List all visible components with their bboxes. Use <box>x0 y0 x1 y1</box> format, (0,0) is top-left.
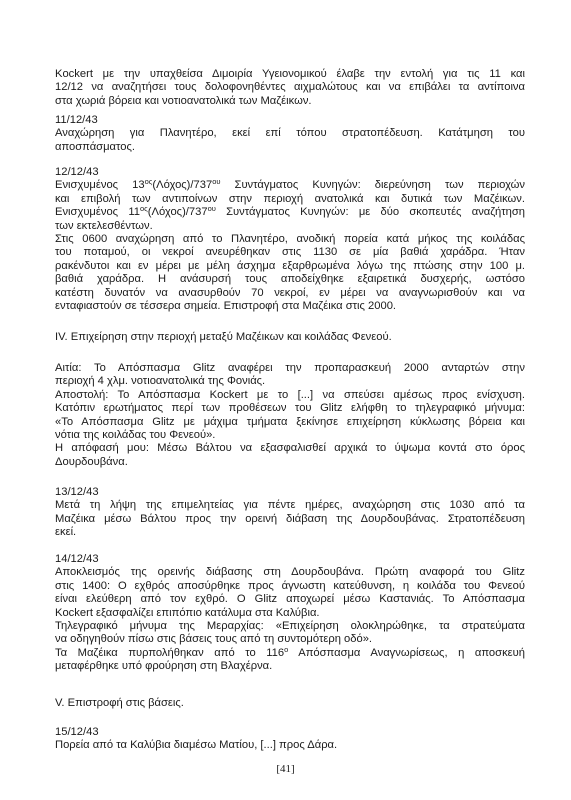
text-line: Πορεία από τα Καλύβια διαμέσω Ματίου, [...] προς Δάρα. <box>55 739 338 752</box>
entry-date: 13/12/43 <box>55 486 99 498</box>
text-line: Μετά τη λήψη της επιμελητείας για πέντε ημέρες, αναχώρηση στις 1030 από τα <box>55 499 525 512</box>
text-line: Ενισχυμένος $11^{o\varsigma}(\Lambda ό\chi o\varsigma)/737^{o\upsilon}$ Συντάγματος Κυνηγών: με δύο σκοπευτές αναζήτηση <box>55 204 525 219</box>
text-line: του ποταμού, οι νεκροί ανευρέθηκαν στις 1130 σε μία βαθιά χαράδρα. Ήταν <box>55 246 525 259</box>
text-line: στις 1400: Ο εχθρός αποσύρθηκε προς άγνωστη κατεύθυνση, η κοιλάδα του Φενεού <box>55 579 525 592</box>
text-line: Τα Μαζέικα πυρπολήθηκαν από το $116^o$ Απόσπασμα Αναγνωρίσεως, η αποσκευή <box>55 644 525 659</box>
entry-date: 11/12/43 <box>55 114 98 126</box>
entry-15-12-43 <box>55 726 525 753</box>
text-line: είναι ελεύθερη από τον εχθρό. Ο Glitz αποχωρεί μέσω Καστανιάς. Το Απόσπασμα <box>55 593 525 606</box>
text-line: ρακένδυτοι και εν μέρει με μέλη άσχημα εξαρθρωμένα λόγω της πτώσης στην 100 μ. <box>55 259 525 272</box>
text-line: Τηλεγραφικό μήνυμα της Μεραρχίας: «Επιχείρηση ολοκληρώθηκε, τα στρατεύματα <box>55 620 525 633</box>
text-line: Κατόπιν ερωτήματος περί των προθέσεων του Glitz ελήφθη το τηλεγραφικό μήνυμα: <box>55 402 525 415</box>
entry-date: 14/12/43 <box>55 553 99 565</box>
text-line: ενταφιαστούν σε τέσσερα σημεία. Επιστροφή στα Μαζέικα στις 2000. <box>55 300 397 313</box>
text-line: Δουρδουβάνα. <box>55 455 128 468</box>
text-line: Ενισχυμένος $13^{o\varsigma}(\Lambda ό\chi o\varsigma)/737^{o\upsilon}$ Συντάγματος Κυνηγών: διερεύνηση των περιοχών <box>55 177 525 192</box>
text-line: Η απόφασή μου: Μέσω Βάλτου να εξασφαλισθεί αρχικά το ύψωμα κοντά στο όρος <box>55 442 525 455</box>
text-line: 12/12 να αναζητήσει τους δολοφονηθέντες αιχμαλώτους και να επιβάλει τα αντίποινα <box>55 81 525 94</box>
text-line: Kockert με την υπαχθείσα Διμοιρία Υγειονομικού έλαβε την εντολή για τις 11 και <box>55 68 525 80</box>
section-heading: IV. Επιχείρηση στην περιοχή μεταξύ Μαζέικων και κοιλάδας Φενεού. <box>55 331 392 343</box>
text-line: περιοχή 4 χλμ. νοτιοανατολικά της Φονιάς. <box>55 375 266 388</box>
section-heading-iv <box>55 331 525 344</box>
entry-14-12-43 <box>55 553 525 674</box>
text-line: Αποστολή: Το Απόσπασμα Kockert με το [...] να σπεύσει αμέσως προς ενίσχυση. <box>55 388 525 401</box>
section-heading-v <box>55 697 525 710</box>
text-line: «Το Απόσπασμα Glitz με μάχιμα τμήματα ξεκίνησε επιχείρηση κύκλωσης βόρεια και <box>55 415 525 428</box>
text-line: αποσπάσματος. <box>55 140 135 153</box>
text-line: και επιβολή των αντιποίνων στην περιοχή ανατολικά και δυτικά των Μαζέικων. <box>55 192 525 205</box>
text-line: Μαζέικα μέσω Βάλτου προς την ορεινή διάβαση της Δουρδουβάνας. Στρατοπέδευση <box>55 512 525 525</box>
text-line: να οδηγηθούν πίσω στις βάσεις τους από τη συντομότερη οδό». <box>55 633 373 646</box>
text-line: κατέστη δυνατόν να ανασυρθούν 70 νεκροί, εν μέρει να αναγνωρισθούν και να <box>55 286 525 299</box>
text-line: Στις 0600 αναχώρηση από το Πλανητέρο, ανοδική πορεία κατά μήκος της κοιλάδας <box>55 233 525 246</box>
text-line: Kockert εξασφαλίζει επιπόπιο κατάλυμα στα Καλύβια. <box>55 606 320 619</box>
section-heading: V. Επιστροφή στις βάσεις. <box>55 697 184 709</box>
text-line: στα χωριά βόρεια και νοτιοανατολικά των Μαζέικων. <box>55 94 312 107</box>
entry-date: 12/12/43 <box>55 166 99 178</box>
entry-date: 15/12/43 <box>55 726 99 738</box>
text-line: Αιτία: Το Απόσπασμα Glitz αναφέρει την προπαρασκευή 2000 ανταρτών στην <box>55 362 525 374</box>
text-line: βαθιά χαράδρα. Η ανάσυρσή τους αποδείχθηκε εξαιρετικά δυσχερής, ωστόσο <box>55 273 525 286</box>
operation-paragraph <box>55 362 525 469</box>
entry-12-12-43 <box>55 166 525 313</box>
text-line: νότια της κοιλάδας του Φενεού». <box>55 429 216 442</box>
text-line: μεταφέρθηκε υπό φρούρηση στη Βλαχέρνα. <box>55 660 273 673</box>
text-line: εκεί. <box>55 526 77 539</box>
intro-paragraph <box>55 68 525 108</box>
text-line: των εκτελεσθέντων. <box>55 219 153 232</box>
entry-11-12-43 <box>55 114 525 154</box>
text-line: Αναχώρηση για Πλανητέρο, εκεί επί τόπου στρατοπέδευση. Κατάτμηση του <box>55 127 525 140</box>
page-number: [41] <box>276 763 295 775</box>
text-line: Αποκλεισμός της ορεινής διάβασης στη Δουρδουβάνα. Πρώτη αναφορά του Glitz <box>55 566 525 579</box>
entry-13-12-43 <box>55 486 525 540</box>
